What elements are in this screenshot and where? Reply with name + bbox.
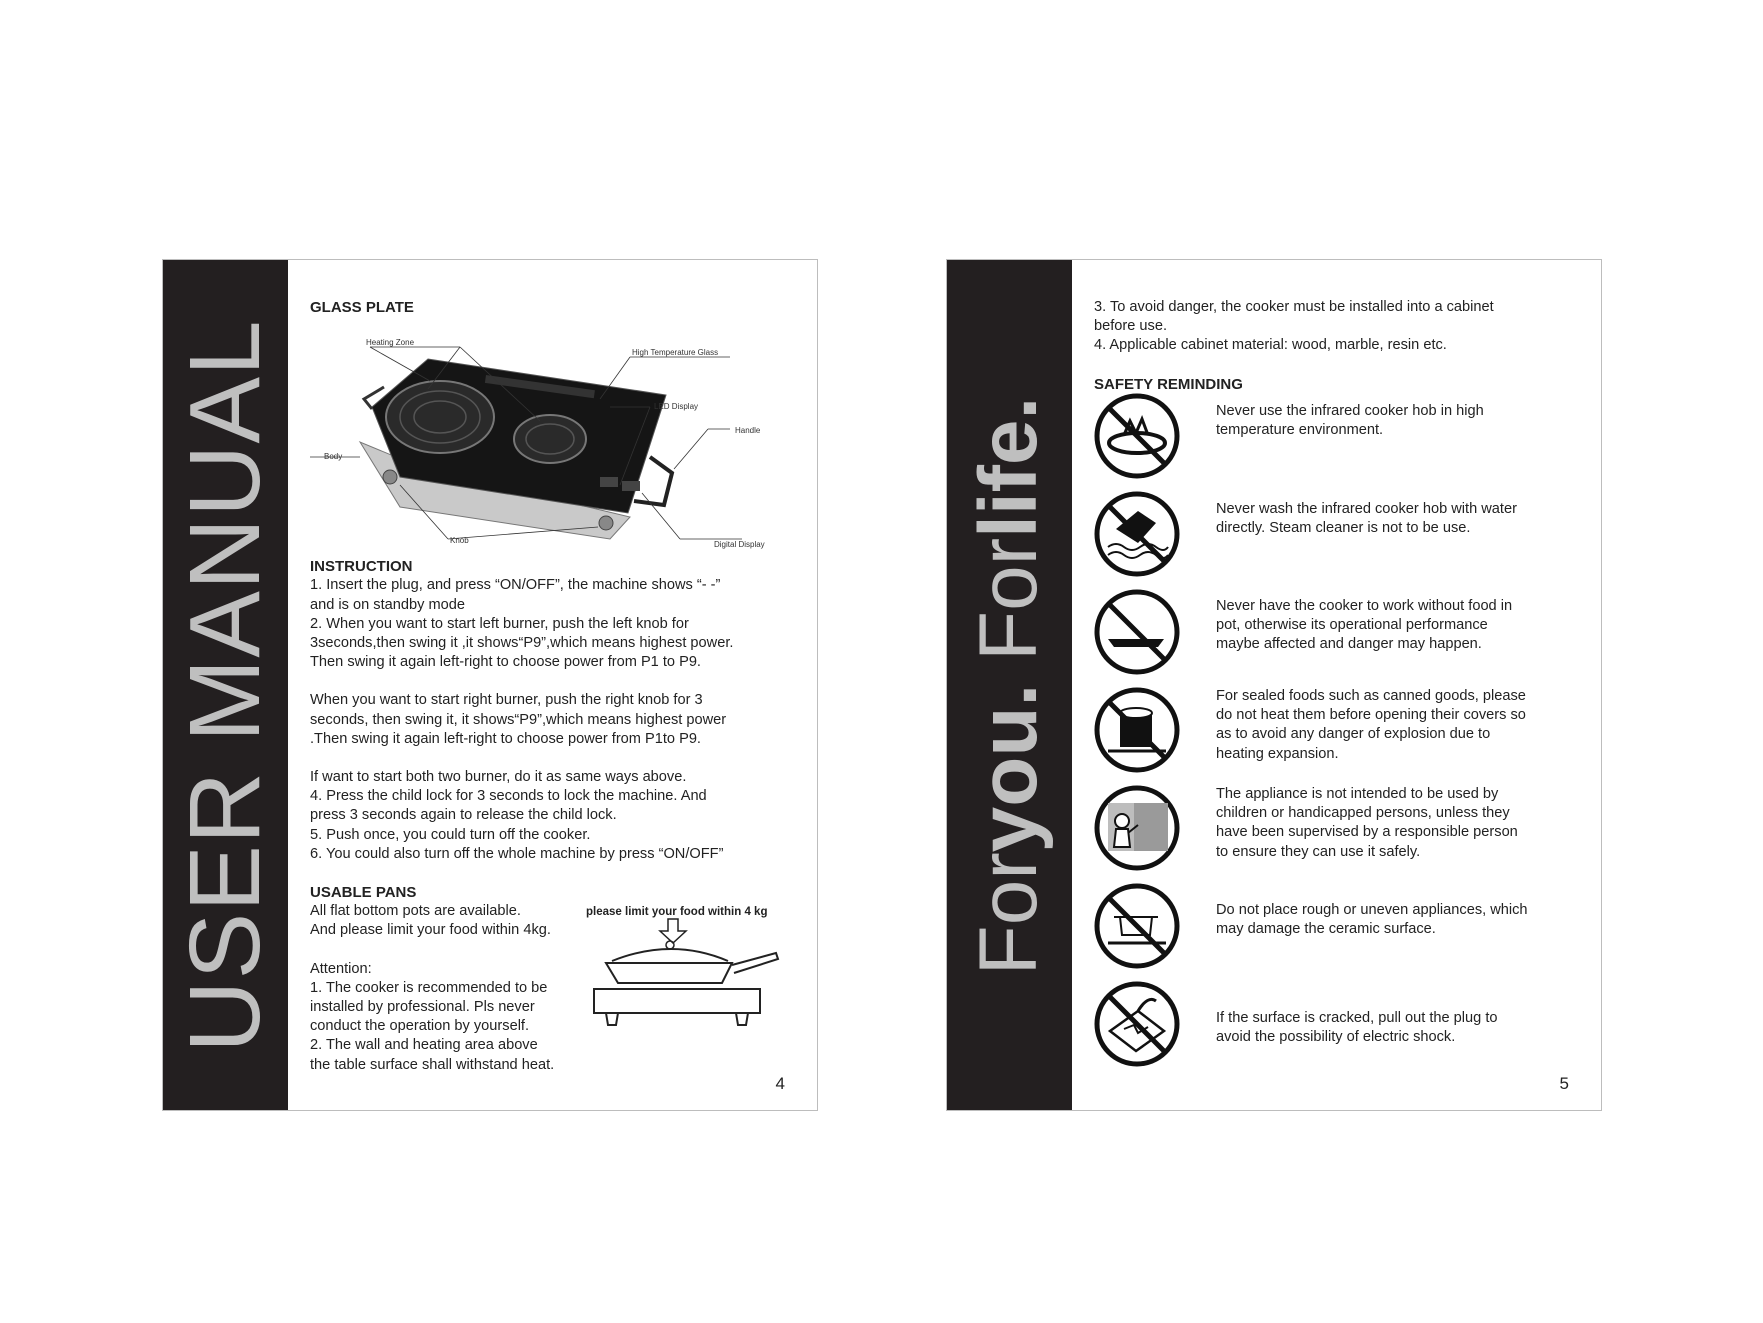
page-content bbox=[310, 298, 800, 1075]
safety-line: have been supervised by a responsible person bbox=[1216, 824, 1518, 841]
label-digital-display: Digital Display bbox=[714, 540, 765, 550]
manual-page-5 bbox=[946, 259, 1602, 1111]
label-body: Body bbox=[324, 452, 343, 462]
safety-line: directly. Steam cleaner is not to be use. bbox=[1216, 520, 1471, 537]
instruction-line: 3seconds,then swing it ,it shows“P9”,which means highest power. bbox=[310, 635, 734, 652]
intro-line: 3. To avoid danger, the cooker must be installed into a cabinet bbox=[1094, 299, 1494, 315]
attention-line: installed by professional. Pls never bbox=[310, 999, 535, 1016]
intro-line: before use. bbox=[1094, 318, 1168, 335]
pan-on-cooker-icon bbox=[586, 917, 786, 1057]
safety-line: may damage the ceramic surface. bbox=[1216, 921, 1436, 938]
pans-line: All flat bottom pots are available. bbox=[310, 903, 521, 920]
label-knob: Knob bbox=[450, 536, 469, 546]
safety-line: Never wash the infrared cooker hob with water bbox=[1216, 501, 1517, 517]
slogan-for-2: For bbox=[963, 537, 1054, 661]
instruction-line: 1. Insert the plug, and press “ON/OFF”, the machine shows “- -” bbox=[310, 577, 721, 594]
no-uneven-pot-icon bbox=[1094, 883, 1180, 969]
attention-line: the table surface shall withstand heat. bbox=[310, 1056, 555, 1073]
safety-heading: SAFETY REMINDING bbox=[1094, 375, 1243, 393]
label-high-temperature-glass: High Temperature Glass bbox=[632, 348, 719, 358]
no-high-temperature-icon bbox=[1094, 393, 1180, 479]
safety-item bbox=[1094, 981, 1584, 1071]
safety-item bbox=[1094, 687, 1584, 777]
safety-line: to ensure they can use it safely. bbox=[1216, 843, 1421, 860]
band-slogan bbox=[963, 396, 1054, 976]
no-empty-pot-icon bbox=[1094, 589, 1180, 675]
safety-line: Never use the infrared cooker hob in high bbox=[1216, 403, 1484, 419]
child-supervision-icon bbox=[1094, 785, 1180, 871]
instruction-line: .Then swing it again left-right to choose power from P1to P9. bbox=[310, 730, 701, 747]
label-heating-zone: Heating Zone bbox=[366, 338, 415, 348]
instruction-line: and is on standby mode bbox=[310, 596, 465, 613]
no-water-wash-icon bbox=[1094, 491, 1180, 577]
band-title: USER MANUAL bbox=[169, 319, 281, 1053]
instruction-line: 6. You could also turn off the whole machine by press “ON/OFF” bbox=[310, 845, 724, 862]
pan-weight-caption: please limit your food within 4 kg bbox=[586, 906, 768, 919]
safety-item bbox=[1094, 785, 1584, 875]
safety-line: temperature environment. bbox=[1216, 422, 1384, 439]
pan-weight-figure bbox=[586, 903, 786, 1053]
instruction-line: If want to start both two burner, do it as same ways above. bbox=[310, 769, 687, 786]
safety-line: Never have the cooker to work without food in bbox=[1216, 598, 1513, 614]
instruction-line: When you want to start right burner, push the right knob for 3 bbox=[310, 692, 703, 709]
instruction-line: 4. Press the child lock for 3 seconds to lock the machine. And bbox=[310, 788, 707, 805]
safety-line: children or handicapped persons, unless they bbox=[1216, 805, 1510, 822]
safety-item bbox=[1094, 491, 1584, 581]
safety-line: Do not place rough or uneven appliances, which bbox=[1216, 902, 1528, 918]
safety-line: If the surface is cracked, pull out the plug to bbox=[1216, 1010, 1498, 1026]
attention-line: 1. The cooker is recommended to be bbox=[310, 979, 548, 996]
cracked-surface-icon bbox=[1094, 981, 1180, 1067]
label-led-display: LED Display bbox=[654, 402, 699, 412]
attention-line: 2. The wall and heating area above bbox=[310, 1037, 538, 1054]
label-handle: Handle bbox=[735, 426, 761, 436]
page-number: 4 bbox=[775, 1074, 785, 1093]
safety-item bbox=[1094, 589, 1584, 679]
safety-item bbox=[1094, 393, 1584, 483]
safety-line: maybe affected and danger may happen. bbox=[1216, 636, 1482, 653]
instruction-line: 2. When you want to start left burner, push the left knob for bbox=[310, 615, 689, 632]
attention-line: Attention: bbox=[310, 960, 372, 977]
safety-line: avoid the possibility of electric shock. bbox=[1216, 1029, 1456, 1046]
slogan-life: life. bbox=[963, 396, 1054, 538]
side-band bbox=[947, 260, 1072, 1110]
slogan-you: you. bbox=[963, 683, 1054, 853]
glass-plate-heading: GLASS PLATE bbox=[310, 299, 414, 316]
safety-line: For sealed foods such as canned goods, please bbox=[1216, 688, 1526, 704]
instruction-heading: INSTRUCTION bbox=[310, 558, 413, 576]
page-number: 5 bbox=[1559, 1074, 1569, 1093]
safety-line: do not heat them before opening their covers so bbox=[1216, 707, 1526, 724]
slogan-for-1: For bbox=[963, 852, 1054, 976]
usable-pans-section bbox=[310, 883, 800, 1075]
instruction-line: Then swing it again left-right to choose power from P1 to P9. bbox=[310, 654, 701, 671]
safety-line: heating expansion. bbox=[1216, 745, 1339, 762]
instruction-line: seconds, then swing it, it shows“P9”,which means highest power bbox=[310, 711, 727, 728]
side-band bbox=[163, 260, 288, 1110]
intro-line: 4. Applicable cabinet material: wood, marble, resin etc. bbox=[1094, 337, 1447, 354]
safety-line: The appliance is not intended to be used by bbox=[1216, 786, 1499, 802]
usable-pans-heading: USABLE PANS bbox=[310, 884, 417, 902]
manual-page-4 bbox=[162, 259, 818, 1111]
instruction-line: press 3 seconds again to release the child lock. bbox=[310, 807, 617, 824]
cooker-diagram bbox=[310, 317, 790, 557]
attention-line: conduct the operation by yourself. bbox=[310, 1018, 530, 1035]
safety-item bbox=[1094, 883, 1584, 973]
instruction-line: 5. Push once, you could turn off the cooker. bbox=[310, 826, 591, 843]
safety-line: pot, otherwise its operational performance bbox=[1216, 617, 1488, 634]
no-sealed-can-icon bbox=[1094, 687, 1180, 773]
safety-line: as to avoid any danger of explosion due to bbox=[1216, 726, 1491, 743]
pans-line: And please limit your food within 4kg. bbox=[310, 922, 551, 939]
page-content bbox=[1094, 298, 1584, 394]
